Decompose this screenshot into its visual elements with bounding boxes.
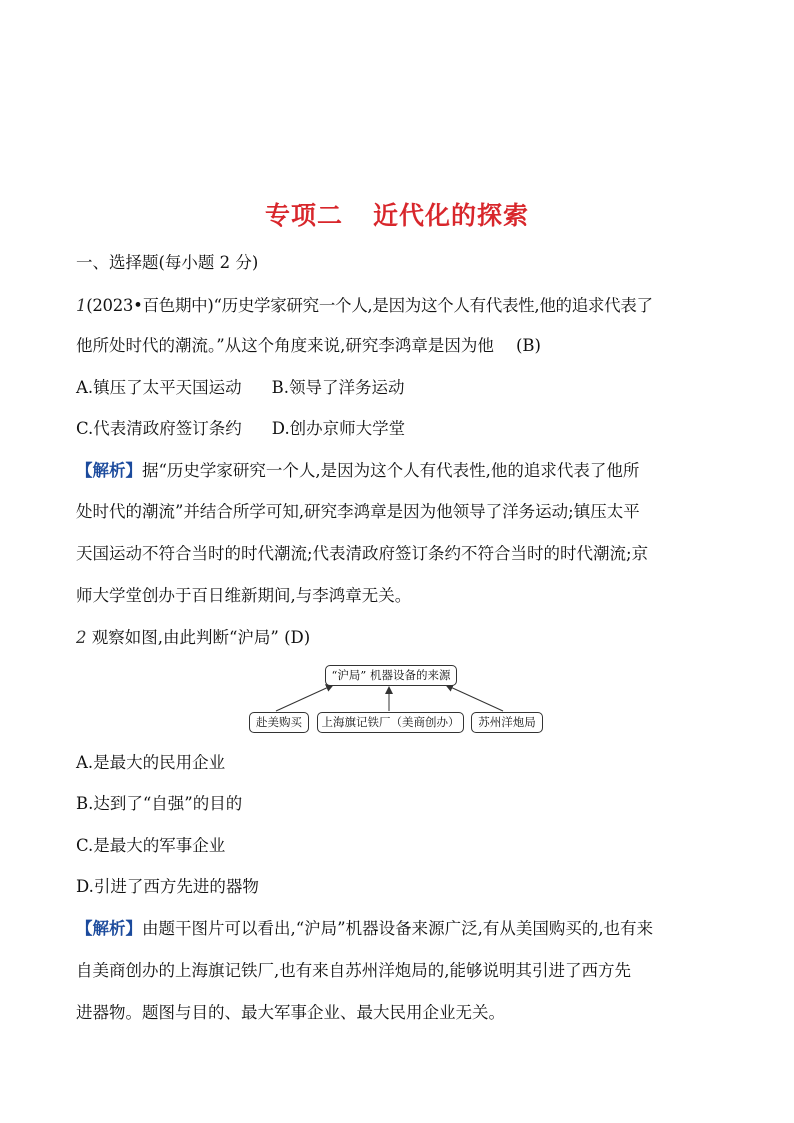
q1-option-a: A.镇压了太平天国运动 (76, 378, 242, 397)
diagram-box-top: “沪局” 机器设备的来源 (325, 665, 457, 686)
q2-option-c: C.是最大的军事企业 (76, 836, 226, 855)
q2-option-b: B.达到了“自强”的目的 (76, 794, 243, 813)
q1-analysis-line2: 处时代的潮流”并结合所学可知,研究李鸿章是因为他领导了洋务运动;镇压太平 (76, 502, 640, 521)
q2-option-a: A.是最大的民用企业 (76, 753, 226, 772)
q1-analysis-line3: 天国运动不符合当时的时代潮流;代表清政府签订条约不符合当时的时代潮流;京 (76, 544, 649, 563)
q1-stem-text2: 他所处时代的潮流。”从这个角度来说,研究李鸿章是因为他 (76, 336, 494, 355)
q2-stem-text: 观察如图,由此判断“沪局” (91, 628, 279, 647)
q1-options-row1 (76, 377, 726, 399)
q1-analysis-line1 (76, 460, 726, 482)
q2-stem (76, 627, 726, 649)
q1-option-b: B.领导了洋务运动 (271, 378, 405, 397)
q1-stem-line1 (76, 295, 726, 317)
arrow-right (446, 685, 503, 711)
q1-option-c: C.代表清政府签订条约 (76, 419, 242, 438)
title-right: 近代化的探索 (373, 201, 530, 230)
q1-analysis-tag: 【解析】 (76, 461, 142, 480)
page-title (0, 196, 794, 232)
q1-number: 1 (76, 296, 87, 315)
q1-stem-line2 (76, 335, 726, 357)
q2-analysis-line2: 自美商创办的上海旗记铁厂,也有来自苏州洋炮局的,能够说明其引进了西方先 (76, 961, 631, 980)
diagram-box-left: 赴美购买 (249, 712, 309, 733)
q1-stem-text1: (2023•百色期中)“历史学家研究一个人,是因为这个人有代表性,他的追求代表了 (86, 296, 653, 315)
diagram-box-right: 苏州洋炮局 (471, 712, 543, 733)
q1-options-row2 (76, 418, 726, 440)
q1-option-d: D.创办京师大学堂 (271, 419, 406, 438)
title-left: 专项二 (264, 201, 343, 230)
q1-answer: (B) (515, 336, 541, 355)
q1-analysis-text1: 据“历史学家研究一个人,是因为这个人有代表性,他的追求代表了他所 (142, 461, 640, 480)
q2-analysis-line3: 进器物。题图与目的、最大军事企业、最大民用企业无关。 (76, 1003, 505, 1022)
q2-analysis-tag: 【解析】 (76, 919, 142, 938)
q2-analysis-line1 (76, 918, 726, 940)
arrow-left (276, 685, 333, 711)
diagram-box-middle: 上海旗记铁厂（美商创办） (317, 712, 464, 733)
q2-analysis-text1: 由题干图片可以看出,“沪局”机器设备来源广泛,有从美国购买的,也有来 (142, 919, 654, 938)
q2-number: 2 (76, 628, 87, 647)
q2-answer: (D) (284, 628, 311, 647)
q2-diagram (248, 660, 548, 740)
section-heading: 一、选择题(每小题 2 分) (76, 253, 259, 272)
q1-analysis-line4: 师大学堂创办于百日维新期间,与李鸿章无关。 (76, 586, 412, 605)
q2-option-d: D.引进了西方先进的器物 (76, 877, 259, 896)
